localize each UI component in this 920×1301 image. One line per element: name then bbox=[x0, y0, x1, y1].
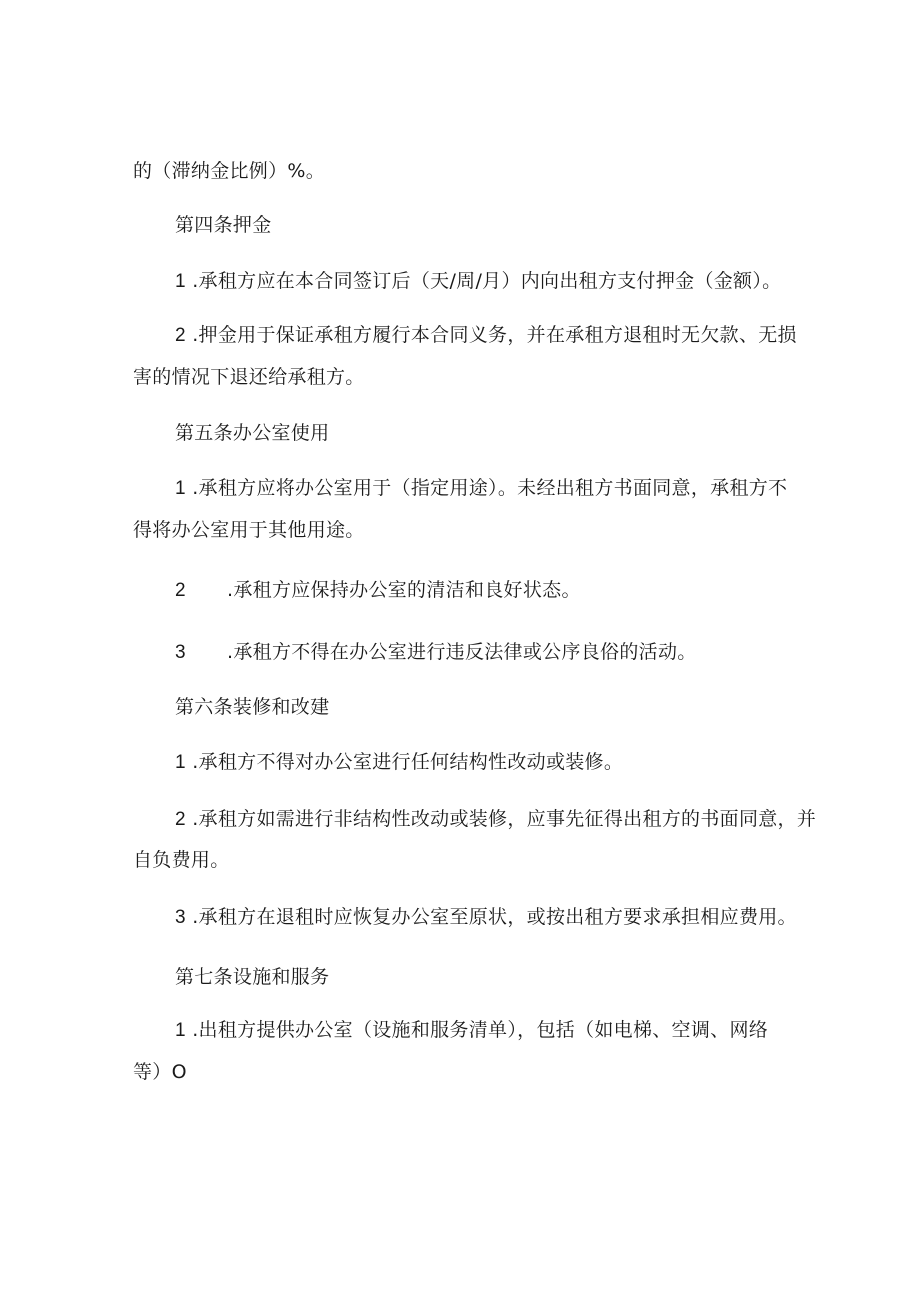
item-text: .承租方不得对办公室进行任何结构性改动或装修。 bbox=[192, 751, 624, 773]
article-4-item-1 bbox=[175, 270, 781, 293]
article-5-item-3 bbox=[175, 641, 697, 664]
article-4-item-2-line-1 bbox=[175, 324, 797, 347]
article-4-heading: 第四条押金 bbox=[175, 214, 272, 236]
article-6-item-2-line-1 bbox=[175, 808, 816, 831]
item-number: 1 bbox=[175, 1020, 186, 1041]
item-text: .承租方不得在办公室进行违反法律或公序良俗的活动。 bbox=[227, 641, 697, 663]
item-text: .承租方如需进行非结构性改动或装修，应事先征得出租方的书面同意，并 bbox=[192, 808, 817, 830]
item-number: 1 bbox=[175, 752, 186, 773]
article-5-item-1-line-2: 得将办公室用于其他用途。 bbox=[133, 519, 365, 541]
item-number: 2 bbox=[175, 809, 186, 830]
item-text: .承租方应在本合同签订后（天/周/月）内向出租方支付押金（金额）。 bbox=[192, 270, 782, 292]
article-7-heading: 第七条设施和服务 bbox=[175, 966, 330, 988]
article-4-item-2-line-2: 害的情况下退还给承租方。 bbox=[133, 366, 365, 388]
article-5-item-2 bbox=[175, 579, 581, 602]
item-number: 3 bbox=[175, 642, 186, 663]
item-number: 2 bbox=[175, 325, 186, 346]
article-5-heading: 第五条办公室使用 bbox=[175, 422, 330, 444]
item-number: 1 bbox=[175, 271, 186, 292]
item-text: .押金用于保证承租方履行本合同义务，并在承租方退租时无欠款、无损 bbox=[192, 324, 797, 346]
article-7-item-1-line-1 bbox=[175, 1019, 768, 1042]
top-continuation-text: 的（滞纳金比例）%。 bbox=[133, 160, 326, 182]
article-6-item-1 bbox=[175, 751, 623, 774]
item-text: .承租方应保持办公室的清洁和良好状态。 bbox=[227, 579, 581, 601]
article-6-heading: 第六条装修和改建 bbox=[175, 696, 330, 718]
item-text: .承租方在退租时应恢复办公室至原状，或按出租方要求承担相应费用。 bbox=[192, 906, 797, 928]
article-6-item-2-line-2: 自负费用。 bbox=[133, 849, 230, 871]
article-5-item-1-line-1 bbox=[175, 477, 787, 500]
item-number: 1 bbox=[175, 478, 186, 499]
article-6-item-3 bbox=[175, 906, 797, 929]
item-text: .承租方应将办公室用于（指定用途）。未经出租方书面同意，承租方不 bbox=[192, 477, 788, 499]
item-number: 3 bbox=[175, 907, 186, 928]
item-number: 2 bbox=[175, 580, 186, 601]
article-7-item-1-line-2: 等）O bbox=[133, 1061, 187, 1083]
item-text: .出租方提供办公室（设施和服务清单），包括（如电梯、空调、网络 bbox=[192, 1019, 769, 1041]
